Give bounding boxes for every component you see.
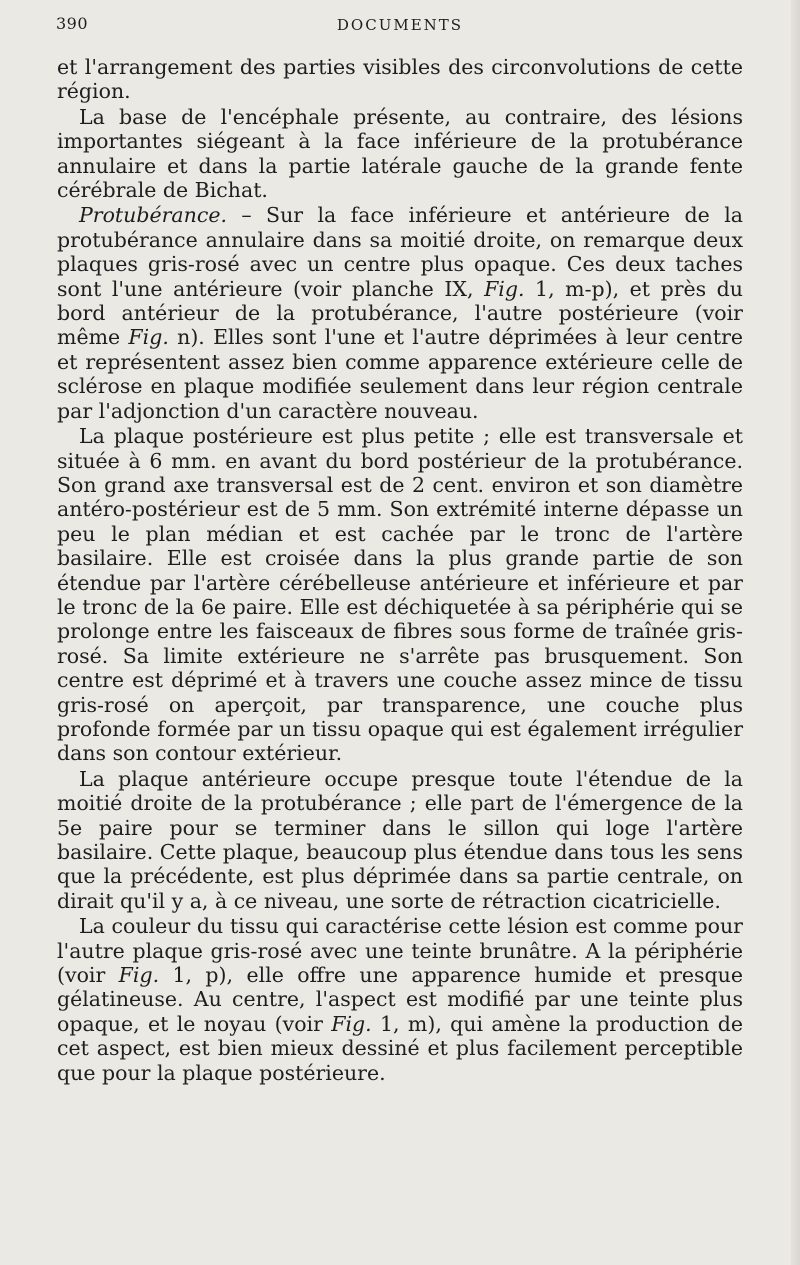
page-number: 390 (56, 14, 89, 33)
text-run: La couleur du tissu qui caractérise cette lésion est comme pour l'autre plaque gris-rosé avec une teinte brunâtre. A la périphérie (voir (57, 914, 743, 988)
italic-text: Fig. (331, 1011, 372, 1036)
italic-text: Protubérance. (79, 203, 227, 228)
text-run: 1, m-p), et près du bord antérieur de la protubérance, l'autre postérieure (voir même (57, 276, 744, 350)
text-run: La base de l'encéphale présente, au contraire, des lésions importantes siégeant à la face inférieure de la protubérance annulaire et dans la partie latérale gauche de la grande fente cérébrale de Bichat. (57, 104, 743, 203)
paragraph (57, 914, 743, 1085)
running-title: DOCUMENTS (336, 16, 464, 34)
italic-text: Fig. (484, 276, 525, 301)
text-run: 1, p), elle offre une apparence humide et presque gélatineuse. Au centre, l'aspect est modifié par une teinte plus opaque, et le noyau (voir (57, 963, 744, 1036)
text-run: La plaque antérieure occupe presque toute l'étendue de la moitié droite de la protubérance ; elle part de l'émergence de la 5e paire pour se terminer dans le sillon qui loge l'artère basilaire. Cette plaque, beaucoup plus étendue dans tous les sens que la précédente, est plus déprimée dans sa partie centrale, on dirait qu'il y a, à ce niveau, une sorte de rétraction cicatricielle. (57, 766, 743, 913)
text-run: La plaque postérieure est plus petite ; elle est transversale et située à 6 mm. en avant du bord postérieur de la protubérance. Son grand axe transversal est de 2 cent. environ et son diamètre antéro-postérieur est de 5 mm. Son extrémité interne dépasse un peu le plan médian et est cachée par le tronc de l'artère basilaire. Elle est croisée dans la plus grande partie de son étendue par l'artère cérébelleuse antérieure et inférieure et par le tronc de la 6e paire. Elle est déchiquetée à sa périphérie qui se prolonge entre les faisceaux de fibres sous forme de traînée gris-rosé. Sa limite extérieure ne s'arrête pas brusquement. Son centre est déprimé et à travers une couche assez mince de tissu gris-rosé on aperçoit, par transparence, une couche plus profonde formée par un tissu opaque qui est également irrégulier dans son contour extérieur. (57, 424, 743, 766)
text-run: et l'arrangement des parties visibles des circonvolutions de cette région. (57, 55, 743, 104)
body-text (57, 55, 743, 1086)
italic-text: Fig. (128, 325, 169, 350)
italic-text: Fig. (118, 963, 160, 988)
paragraph (57, 105, 743, 203)
text-run: 1, m), qui amène la production de cet aspect, est bien mieux dessiné et plus facilement perceptible que pour la plaque postérieure. (57, 1011, 743, 1085)
text-run: n). Elles sont l'une et l'autre déprimées à leur centre et représentent assez bien comme apparence extérieure celle de sclérose en plaque modifiée seulement dans leur région centrale par l'adjonction d'un caractère nouveau. (57, 325, 743, 423)
paragraph (57, 203, 743, 423)
page-edge (791, 0, 800, 1265)
paragraph (57, 424, 743, 766)
paragraph (57, 55, 743, 104)
text-run: – Sur la face inférieure et antérieure de la protubérance annulaire dans sa moitié droite, on remarque deux plaques gris-rosé avec un centre plus opaque. Ces deux taches sont l'une antérieure (voir planche IX, (57, 203, 743, 301)
paragraph (57, 767, 743, 913)
